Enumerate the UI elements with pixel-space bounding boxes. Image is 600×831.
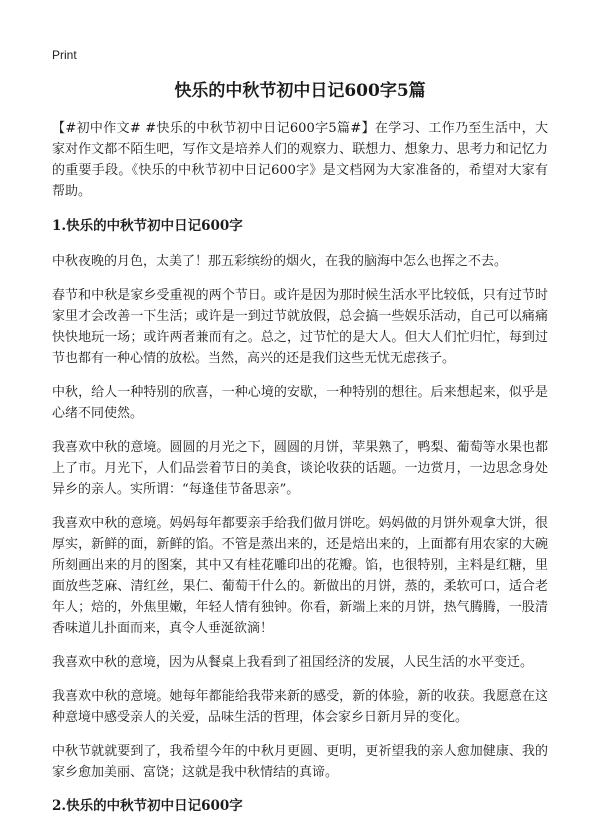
intro-paragraph: 【#初中作文# #快乐的中秋节初中日记600字5篇#】在学习、工作乃至生活中，大家对作文都不陌生吧，写作文是培养人们的观察力、联想力、想象力、思考力和记忆力的重要手段。《快乐的中秋节初中日记600字》是文档网为大家准备的，希望对大家有帮助。 bbox=[52, 121, 548, 199]
paragraph: 中秋节就就要到了，我希望今年的中秋月更圆、更明，更祈望我的亲人愈加健康、我的家乡愈加美丽、富饶；这就是我中秋情结的真谛。 bbox=[52, 744, 548, 780]
article-body bbox=[52, 118, 548, 831]
paragraph: 春节和中秋是家乡受重视的两个节日。或许是因为那时候生活水平比较低，只有过节时家里才会改善一下生活；或许是一到过节就放假，总会搞一些娱乐活动，自己可以痛痛快快地玩一场；或许两者兼而有之。总之，过节忙的是大人。但大人们忙归忙，每到过节也都有一种心情的放松。当然，高兴的还是我们这些无忧无虑孩子。 bbox=[52, 288, 548, 366]
paragraph: 我喜欢中秋的意境，因为从餐桌上我看到了祖国经济的发展，人民生活的水平变迁。 bbox=[52, 655, 534, 670]
section-heading-1: 1.快乐的中秋节初中日记600字 bbox=[52, 218, 243, 234]
paragraph: 我喜欢中秋的意境。圆圆的月光之下，圆圆的月饼，苹果熟了，鸭梨、葡萄等水果也都上了市。月光下，人们品尝着节日的美食，谈论收获的话题。一边赏月，一边思念身处异乡的亲人。实所谓：“每逢佳节备思亲”。 bbox=[52, 440, 548, 497]
section-heading-2: 2.快乐的中秋节初中日记600字 bbox=[52, 798, 243, 814]
print-link[interactable]: Print bbox=[52, 48, 77, 62]
paragraph: 中秋，给人一种特别的欣喜，一种心境的安歇，一种特别的想往。后来想起来，似乎是心绪不同使然。 bbox=[52, 385, 548, 421]
paragraph: 我喜欢中秋的意境。她每年都能给我带来新的感受，新的体验，新的收获。我愿意在这种意境中感受亲人的关爱，品味生活的哲理，体会家乡日新月异的变化。 bbox=[52, 689, 548, 725]
paragraph: 中秋夜晚的月色，太美了！那五彩缤纷的烟火，在我的脑海中怎么也挥之不去。 bbox=[52, 254, 508, 269]
paragraph: 我喜欢中秋的意境。妈妈每年都要亲手给我们做月饼吃。妈妈做的月饼外观拿大饼，很厚实，新鲜的面，新鲜的馅。不管是蒸出来的，还是焙出来的，上面都有用农家的大碗所刻画出来的月的图案，其中又有桂花雕印出的花瓣。馅，也很特别，主料是红糖，里面放些芝麻、清红丝，果仁、葡萄干什么的。新做出的月饼，蒸的，柔软可口，适合老年人；焙的，外焦里嫩，年轻人情有独钟。你看，新端上来的月饼，热气腾腾，一股清香味道儿扑面而来，真令人垂涎欲滴！ bbox=[52, 516, 548, 636]
page-title: 快乐的中秋节初中日记600字5篇 bbox=[174, 81, 426, 101]
